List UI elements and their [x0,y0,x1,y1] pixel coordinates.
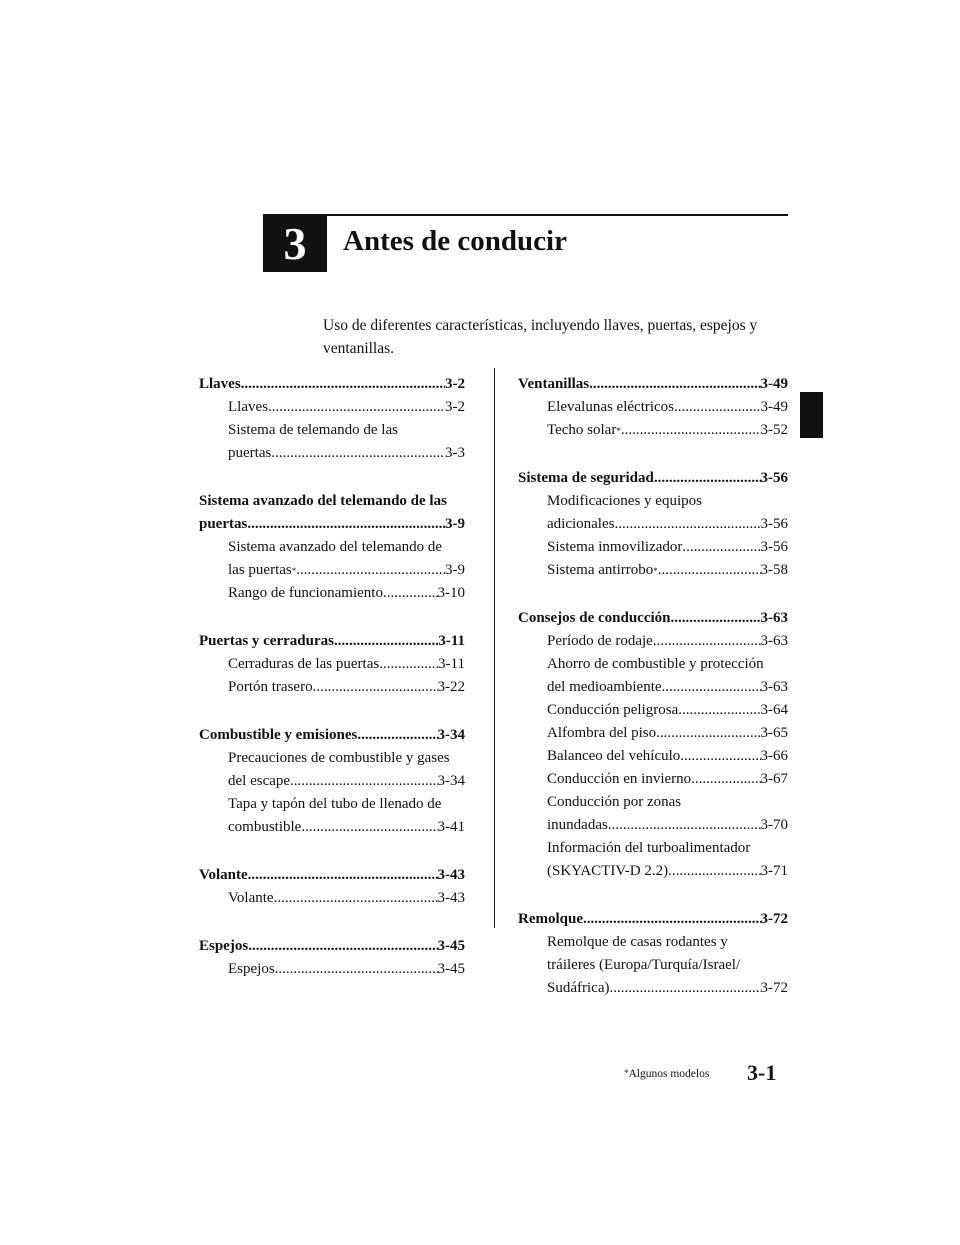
page-ref: 3-65 [760,725,788,741]
page-ref: 3-64 [760,702,788,718]
page-ref: 3-9 [445,562,465,578]
page-ref: 3-9 [445,516,465,532]
dot-leader [671,607,761,630]
page-ref: 3-70 [760,817,788,833]
toc-entry-line [547,768,788,791]
page-ref: 3-11 [438,633,465,649]
section-title: Espejos [199,938,249,954]
section-title: Llaves [199,376,241,392]
toc-entry-line [547,419,788,442]
dot-leader [656,722,760,745]
dot-leader [678,699,760,722]
subentry-lead: Remolque de casas rodantes y [547,934,728,950]
toc-subentry[interactable] [547,722,788,745]
toc-entry-line [547,513,788,536]
toc-entry-line [547,396,788,419]
dot-leader [680,745,760,768]
page-ref: 3-10 [437,585,465,601]
subentry-lead: Ahorro de combustible y protección [547,656,764,672]
subentry-title: Portón trasero [228,679,313,695]
subentry-title: puertas [228,445,272,461]
chapter-number: 3 [283,218,307,269]
dot-leader [662,676,761,699]
page-ref: 3-34 [437,727,465,743]
section-heading[interactable] [199,490,465,536]
toc-right-column [518,373,788,1025]
section-heading[interactable] [199,630,465,653]
toc-section [199,373,465,465]
toc-subentry[interactable] [228,582,465,605]
dot-leader [609,977,760,1000]
toc-subentry[interactable] [547,490,788,536]
toc-entry-line [228,582,465,605]
toc-subentry[interactable] [547,745,788,768]
section-heading[interactable] [518,373,788,396]
dot-leader [691,768,760,791]
toc-subentry[interactable] [547,419,788,442]
footer-note-text: Algunos modelos [628,1068,710,1080]
section-title: Puertas y cerraduras [199,633,334,649]
toc-subentry[interactable] [228,396,465,419]
toc-entry-line [518,373,788,396]
dot-leader [589,373,760,396]
section-heading[interactable] [518,467,788,490]
toc-entry-line [199,935,465,958]
subentry-title: Alfombra del piso [547,725,657,741]
toc-entry-line [228,442,465,465]
section-title: Sistema de seguridad [518,470,654,486]
subentry-title: Rango de funcionamiento [228,585,383,601]
page-ref: 3-22 [437,679,465,695]
dot-leader [268,396,445,419]
toc-entry-line [547,676,788,699]
subentry-lead: Información del turboalimentador [547,840,751,856]
toc-subentry[interactable] [547,837,788,883]
section-heading[interactable] [199,373,465,396]
dot-leader [301,816,437,839]
toc-subentry[interactable] [228,419,465,465]
section-heading[interactable] [518,908,788,931]
dot-leader [241,373,445,396]
page-ref: 3-67 [760,771,788,787]
page-ref: 3-49 [760,399,788,415]
chapter-description: Uso de diferentes características, incluyendo llaves, puertas, espejos y ventanillas. [323,317,758,357]
toc-entry-line [547,699,788,722]
toc-section [518,467,788,582]
toc-entry-line [199,630,465,653]
page-ref: 3-72 [760,911,788,927]
subentry-lead: Conducción por zonas [547,794,682,810]
dot-leader [290,770,437,793]
subentry-title: las puertas* [228,562,297,578]
page-ref: 3-41 [437,819,465,835]
chapter-number-box [263,216,327,272]
page-ref: 3-2 [445,376,465,392]
toc-entry-line [199,373,465,396]
chapter-rule [263,214,788,216]
toc-left-column [199,373,465,1006]
toc-section [518,908,788,1000]
page-ref: 3-56 [760,539,788,555]
subentry-title: adicionales [547,516,615,532]
section-title: puertas [199,516,248,532]
subentry-title: del escape [228,773,291,789]
subentry-title: (SKYACTIV-D 2.2) [547,863,669,879]
dot-leader [248,935,437,958]
section-title: Volante [199,867,248,883]
subentry-title: combustible [228,819,302,835]
dot-leader [313,676,438,699]
page-ref: 3-63 [760,679,788,695]
toc-section [518,607,788,883]
toc-subentry[interactable] [547,653,788,699]
dot-leader [379,653,438,676]
column-divider [494,368,495,928]
subentry-title: Techo solar* [547,422,621,438]
section-title: Remolque [518,911,583,927]
dot-leader [583,908,761,931]
toc-subentry[interactable] [228,958,465,981]
toc-entry-line [547,630,788,653]
subentry-title: Sistema antirrobo* [547,562,658,578]
subentry-lead: Sistema de telemando de las [228,422,398,438]
dot-leader [653,630,761,653]
section-heading[interactable] [199,724,465,747]
subentry-title: del medioambiente [547,679,662,695]
chapter-title: Antes de conducir [343,225,567,257]
toc-section [199,490,465,605]
toc-entry-line [547,977,788,1000]
dot-leader [614,513,760,536]
subentry-lead: Modificaciones y equipos [547,493,702,509]
toc-subentry[interactable] [547,699,788,722]
dot-leader [658,559,761,582]
page-ref: 3-34 [437,773,465,789]
toc-entry-line [547,559,788,582]
toc-entry-line [518,467,788,490]
page-ref: 3-58 [760,562,788,578]
subentry-title: Sudáfrica) [547,980,610,996]
toc-entry-line [547,745,788,768]
page-ref: 3-3 [445,445,465,461]
page-ref: 3-63 [760,633,788,649]
toc-subentry[interactable] [547,630,788,653]
toc-entry-line [228,887,465,910]
optional-marker: * [616,426,621,436]
subentry-title: Cerraduras de las puertas [228,656,380,672]
toc-entry-line [547,536,788,559]
subentry-title: Sistema inmovilizador [547,539,683,555]
toc-subentry[interactable] [547,559,788,582]
toc-subentry[interactable] [547,536,788,559]
subentry-title: Espejos [228,961,275,977]
page-ref: 3-63 [760,610,788,626]
toc-subentry[interactable] [228,747,465,793]
toc-subentry[interactable] [547,768,788,791]
toc-entry-line [547,814,788,837]
page-ref: 3-71 [760,863,788,879]
dot-leader [621,419,761,442]
dot-leader [654,467,761,490]
subentry-lead: Sistema avanzado del telemando de [228,539,443,555]
page-ref: 3-11 [438,656,465,672]
page-ref: 3-45 [437,961,465,977]
toc-subentry[interactable] [228,676,465,699]
toc-subentry[interactable] [547,396,788,419]
toc-entry-line [518,607,788,630]
subentry-title: Llaves [228,399,268,415]
section-heading[interactable] [518,607,788,630]
page-ref: 3-52 [760,422,788,438]
toc-subentry[interactable] [547,791,788,837]
toc-entry-line [228,958,465,981]
page-ref: 3-2 [445,399,465,415]
dot-leader [271,442,445,465]
toc-entry-line [199,864,465,887]
toc-section [199,935,465,981]
dot-leader [608,814,761,837]
page-ref: 3-72 [760,980,788,996]
footer-note-star: * [624,1068,629,1078]
dot-leader [296,559,445,582]
dot-leader [674,396,760,419]
dot-leader [668,860,760,883]
subentry-title: Conducción en invierno [547,771,692,787]
page-ref: 3-43 [437,890,465,906]
page-ref: 3-45 [437,938,465,954]
section-heading[interactable] [199,864,465,887]
subentry-title: Balanceo del vehículo [547,748,681,764]
toc-entry-line [228,396,465,419]
dot-leader [682,536,760,559]
section-heading[interactable] [199,935,465,958]
section-heading-lead: Sistema avanzado del telemando de las [199,493,447,509]
toc-section [518,373,788,442]
optional-marker: * [653,566,658,576]
toc-subentry[interactable] [228,536,465,582]
dot-leader [248,864,438,887]
toc-subentry[interactable] [228,887,465,910]
subentry-title: Conducción peligrosa [547,702,679,718]
toc-subentry[interactable] [547,931,788,1000]
toc-entry-line [228,816,465,839]
dot-leader [383,582,438,605]
toc-entry-line [228,676,465,699]
subentry-title: Período de rodaje [547,633,653,649]
page-ref: 3-56 [760,516,788,532]
toc-entry-line [228,559,465,582]
subentry-lead: tráileres (Europa/Turquía/Israel/ [547,957,741,973]
dot-leader [357,724,437,747]
subentry-title: Elevalunas eléctricos [547,399,675,415]
page-ref: 3-49 [760,376,788,392]
toc-subentry[interactable] [228,653,465,676]
toc-entry-line [547,722,788,745]
chapter-thumb-tab [800,392,823,438]
optional-marker: * [291,566,297,576]
section-title: Combustible y emisiones [199,727,358,743]
toc-section [199,864,465,910]
dot-leader [334,630,438,653]
page-ref: 3-43 [437,867,465,883]
toc-entry-line [518,908,788,931]
toc-entry-line [199,724,465,747]
subentry-title: Volante [228,890,274,906]
toc-entry-line [228,653,465,676]
toc-section [199,630,465,699]
dot-leader [275,958,438,981]
page-number: 3-1 [747,1060,777,1085]
page-ref: 3-56 [760,470,788,486]
subentry-lead: Precauciones de combustible y gases [228,750,450,766]
section-title: Consejos de conducción [518,610,671,626]
toc-entry-line [547,860,788,883]
toc-section [199,724,465,839]
section-title: Ventanillas [518,376,590,392]
dot-leader [274,887,438,910]
toc-subentry[interactable] [228,793,465,839]
dot-leader [247,513,445,536]
toc-entry-line [228,770,465,793]
toc-entry-line [199,513,465,536]
footer-note [624,1068,709,1080]
subentry-lead: Tapa y tapón del tubo de llenado de [228,796,442,812]
page-ref: 3-66 [760,748,788,764]
subentry-title: inundadas [547,817,608,833]
